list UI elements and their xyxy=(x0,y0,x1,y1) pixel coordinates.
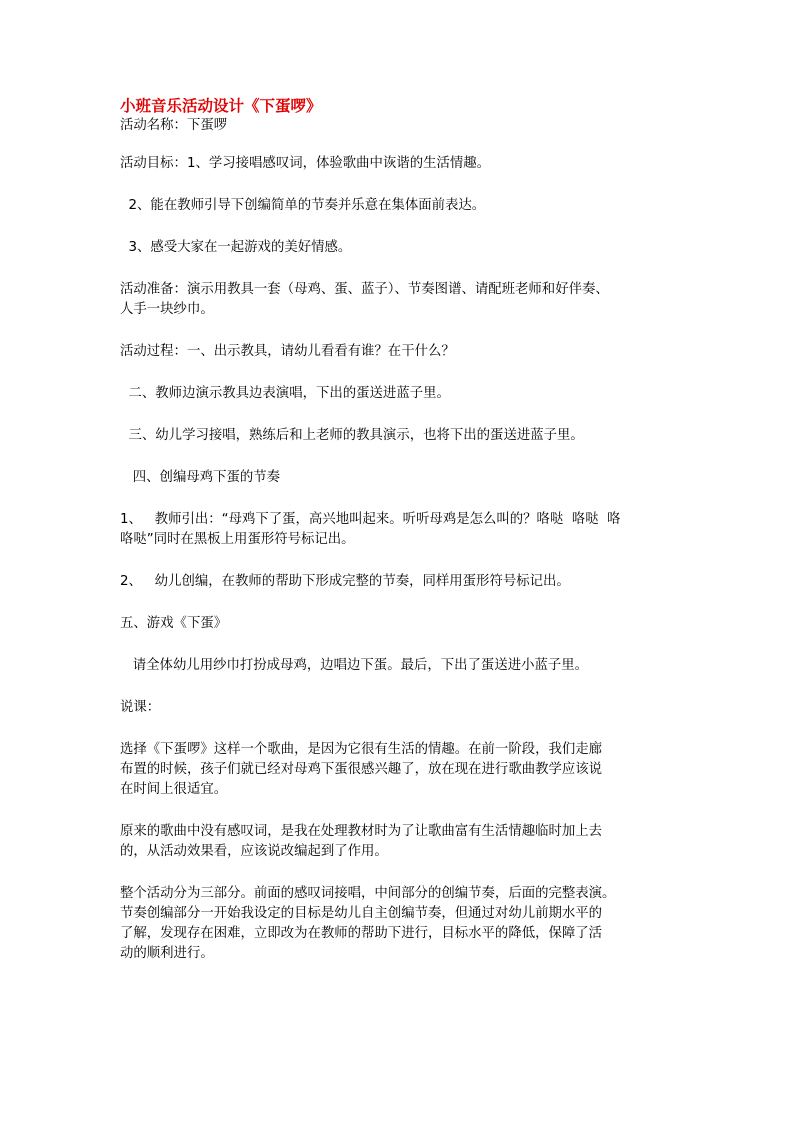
talk-para1-line-3: 在时间上很适宜。 xyxy=(120,782,228,797)
step1-line-2: 咯哒”同时在黑板上用蛋形符号标记出。 xyxy=(120,532,355,547)
goal-line-2: 2、能在教师引导下创编简单的节奏并乐意在集体面前表达。 xyxy=(120,198,486,213)
talk-para3-line-1: 整个活动分为三部分。前面的感叹词接唱，中间部分的创编节奏，后面的完整表演。 xyxy=(120,886,616,901)
process-line-4: 四、创编母鸡下蛋的节奏 xyxy=(120,470,281,485)
game-title: 五、游戏《下蛋》 xyxy=(120,616,228,631)
talk-para3-line-4: 动的顺利进行。 xyxy=(120,946,214,961)
talk-label: 说课： xyxy=(120,700,161,715)
preparation-line-1: 活动准备：演示用教具一套（母鸡、蛋、蓝子）、节奏图谱、请配班老师和好伴奏、 xyxy=(120,282,609,297)
talk-para2-line-2: 的，从活动效果看，应该说改编起到了作用。 xyxy=(120,844,388,859)
activity-name: 活动名称：下蛋啰 xyxy=(120,118,228,133)
document-page xyxy=(120,96,680,964)
step2-line: 2、 幼儿创编，在教师的帮助下形成完整的节奏，同样用蛋形符号标记出。 xyxy=(120,574,570,589)
game-text: 请全体幼儿用纱巾打扮成母鸡，边唱边下蛋。最后，下出了蛋送进小蓝子里。 xyxy=(120,658,589,673)
process-line-1: 活动过程：一、出示教具，请幼儿看看有谁？在干什么？ xyxy=(120,344,455,359)
step1-line-1: 1、 教师引出：“母鸡下了蛋，高兴地叫起来。听听母鸡是怎么叫的？咯哒 咯哒 咯 xyxy=(120,512,621,527)
talk-para1-line-2: 布置的时候，孩子们就已经对母鸡下蛋很感兴趣了，放在现在进行歌曲教学应该说 xyxy=(120,762,603,777)
document-title: 小班音乐活动设计《下蛋啰》 xyxy=(120,96,322,115)
talk-para3-line-2: 节奏创编部分一开始我设定的目标是幼儿自主创编节奏，但通过对幼儿前期水平的 xyxy=(120,906,603,921)
talk-para2-line-1: 原来的歌曲中没有感叹词，是我在处理教材时为了让歌曲富有生活情趣临时加上去 xyxy=(120,824,603,839)
preparation-line-2: 人手一块纱巾。 xyxy=(120,302,214,317)
process-line-2: 二、教师边演示教具边表演唱，下出的蛋送进蓝子里。 xyxy=(120,386,450,401)
talk-para3-line-3: 了解，发现存在困难，立即改为在教师的帮助下进行，目标水平的降低，保障了活 xyxy=(120,926,603,941)
process-line-3: 三、幼儿学习接唱，熟练后和上老师的教具演示，也将下出的蛋送进蓝子里。 xyxy=(120,428,584,443)
goal-line-3: 3、感受大家在一起游戏的美好情感。 xyxy=(120,240,352,255)
goal-line-1: 活动目标：1、学习接唱感叹词，体验歌曲中诙谐的生活情趣。 xyxy=(120,156,491,171)
talk-para1-line-1: 选择《下蛋啰》这样一个歌曲，是因为它很有生活的情趣。在前一阶段，我们走廊 xyxy=(120,742,603,757)
